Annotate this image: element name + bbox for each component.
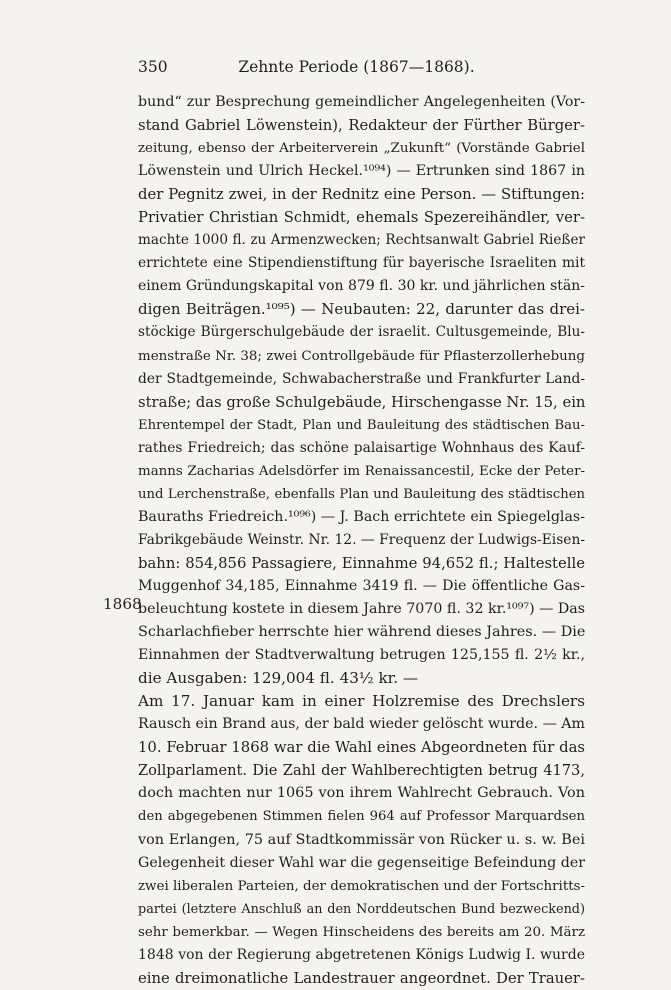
text-line: stand Gabriel Löwenstein), Redakteur der Fürther Bürger- — [138, 117, 585, 135]
text-line: beleuchtung kostete in diesem Jahre 7070 fl. 32 kr.¹⁰⁹⁷) — Das — [138, 601, 585, 618]
text-line: zeitung, ebenso der Arbeiterverein „Zukunft“ (Vorstände Gabriel — [138, 141, 585, 157]
text-line: straße; das große Schulgebäude, Hirschengasse Nr. 15, ein — [138, 393, 585, 411]
text-line: Zollparlament. Die Zahl der Wahlberechtigten betrug 4173, — [138, 762, 585, 780]
text-line: Gelegenheit dieser Wahl war die gegenseitige Befeindung der — [138, 854, 585, 871]
text-line: partei (letztere Anschluß an den Norddeutschen Bund bezweckend) — [138, 901, 585, 917]
text-line: sehr bemerkbar. — Wegen Hinscheidens des bereits am 20. März — [138, 924, 585, 940]
text-line: zwei liberalen Parteien, der demokratischen und der Fortschritts- — [138, 878, 585, 894]
text-line: Am 17. Januar kam in einer Holzremise des Drechslers — [138, 692, 585, 711]
text-line: doch machten nur 1065 von ihrem Wahlrecht Gebrauch. Von — [138, 785, 585, 802]
text-line: den abgegebenen Stimmen fielen 964 auf Professor Marquardsen — [138, 809, 585, 825]
text-line: stöckige Bürgerschulgebäude der israelit. Cultusgemeinde, Blu- — [138, 324, 585, 341]
text-line: Rausch ein Brand aus, der bald wieder gelöscht wurde. — Am — [138, 716, 585, 733]
body-text — [138, 91, 585, 990]
text-line: 10. Februar 1868 war die Wahl eines Abgeordneten für das — [138, 739, 585, 757]
page-number: 350 — [138, 58, 168, 76]
text-line: digen Beiträgen.¹⁰⁹⁵) — Neubauten: 22, darunter das drei- — [138, 300, 585, 319]
text-line: Einnahmen der Stadtverwaltung betrugen 125,155 fl. 2½ kr., — [138, 647, 585, 664]
text-line: die Ausgaben: 129,004 fl. 43½ kr. — — [138, 669, 419, 688]
text-line: Löwenstein und Ulrich Heckel.¹⁰⁹⁴) — Ertrunken sind 1867 in — [138, 163, 585, 180]
text-line: Muggenhof 34,185, Einnahme 3419 fl. — Die öffentliche Gas- — [138, 577, 585, 594]
margin-year-marker: 1868 — [103, 595, 142, 613]
text-line: Privatier Christian Schmidt, ehemals Spezereihändler, ver- — [138, 209, 585, 227]
text-line: von Erlangen, 75 auf Stadtkommissär von Rücker u. s. w. Bei — [138, 831, 585, 848]
page-header — [138, 58, 575, 80]
text-line: Scharlachfieber herrschte hier während dieses Jahres. — Die — [138, 624, 585, 641]
text-line: einem Gründungskapital von 879 fl. 30 kr. und jährlichen stän- — [138, 278, 585, 295]
text-line: Ehrentempel der Stadt, Plan und Bauleitung des städtischen Bau- — [138, 417, 585, 433]
text-line: bahn: 854,856 Passagiere, Einnahme 94,652 fl.; Haltestelle — [138, 554, 585, 572]
text-line: 1848 von der Regierung abgetretenen Königs Ludwig I. wurde — [138, 946, 585, 963]
text-line: bund“ zur Besprechung gemeindlicher Angelegenheiten (Vor- — [138, 94, 585, 110]
text-line: machte 1000 fl. zu Armenzwecken; Rechtsanwalt Gabriel Rießer — [138, 232, 585, 249]
text-line: errichtete eine Stipendienstiftung für bayerische Israeliten mit — [138, 255, 585, 272]
text-line: der Stadtgemeinde, Schwabacherstraße und Frankfurter Land- — [138, 370, 585, 387]
text-line: rathes Friedreich; das schöne palaisartige Wohnhaus des Kauf- — [138, 439, 585, 456]
running-title: Zehnte Periode (1867—1868). — [238, 58, 475, 76]
text-line: Fabrikgebäude Weinstr. Nr. 12. — Frequenz der Ludwigs-Eisen- — [138, 531, 585, 548]
text-line: Bauraths Friedreich.¹⁰⁹⁶) — J. Bach errichtete ein Spiegelglas- — [138, 508, 585, 525]
text-line: manns Zacharias Adelsdörfer im Renaissancestil, Ecke der Peter- — [138, 463, 585, 479]
text-line: der Pegnitz zwei, in der Rednitz eine Person. — Stiftungen: — [138, 186, 585, 204]
text-line: und Lerchenstraße, ebenfalls Plan und Bauleitung des städtischen — [138, 486, 585, 502]
text-line: eine dreimonatliche Landestrauer angeordnet. Der Trauer- — [138, 969, 585, 987]
text-line: menstraße Nr. 38; zwei Controllgebäude für Pflasterzollerhebung — [138, 348, 585, 364]
